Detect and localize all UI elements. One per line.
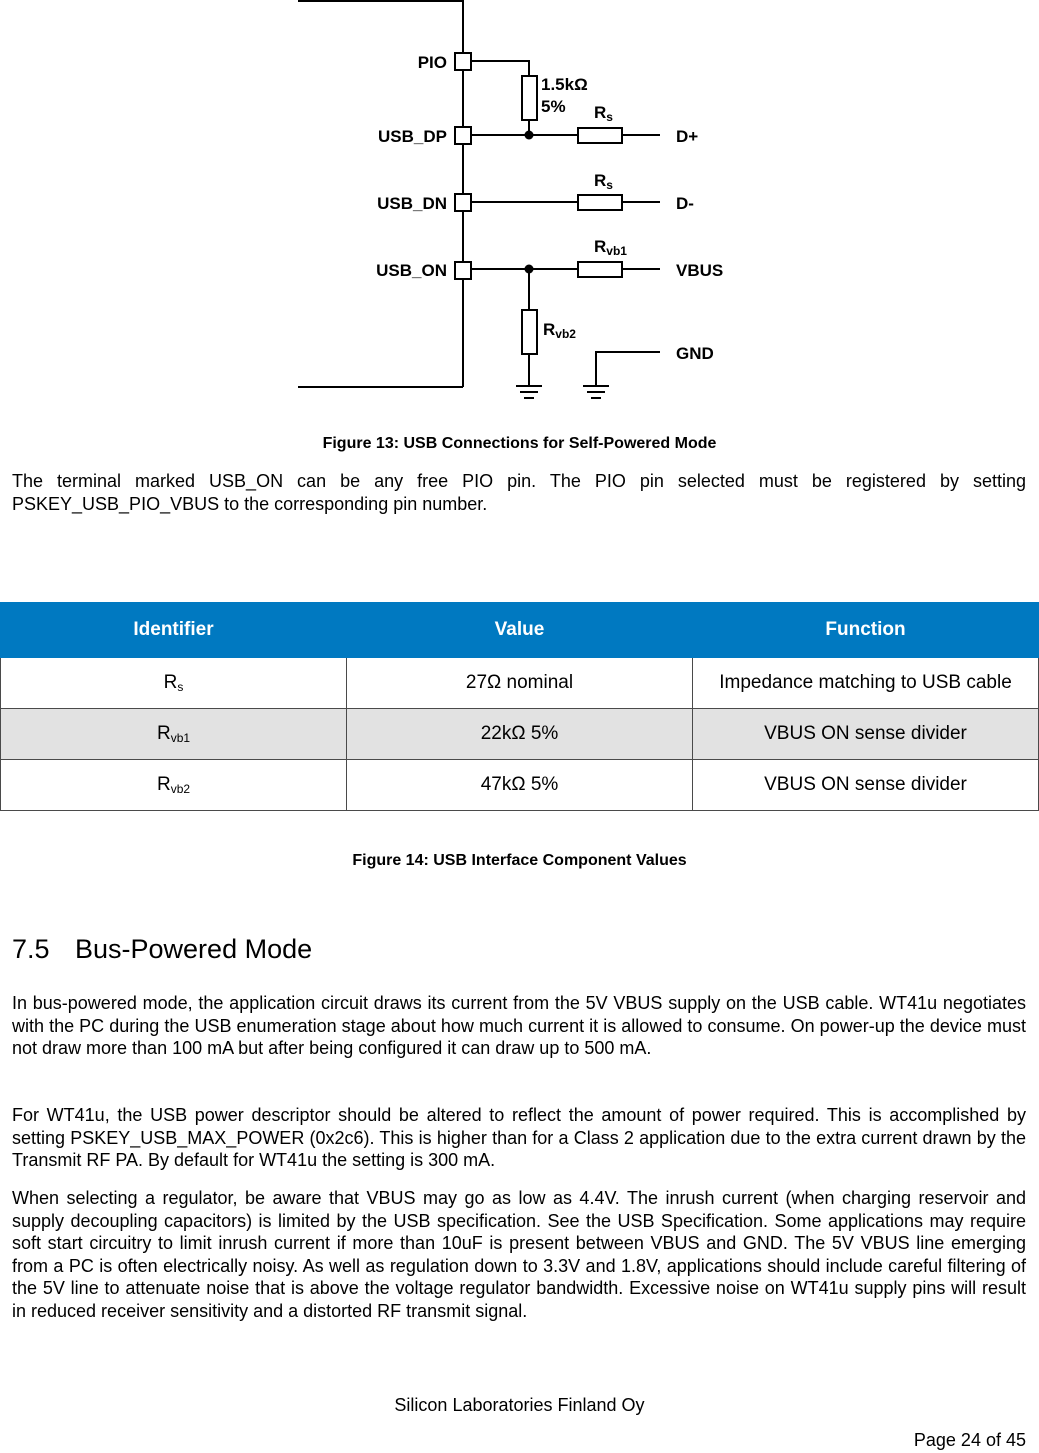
output-label-dplus: D+ [676, 127, 699, 146]
section-number: 7.5 [12, 934, 50, 964]
rvb1-resistor [578, 262, 622, 277]
pullup-resistor [522, 76, 537, 120]
pullup-value-label: 1.5kΩ [541, 75, 588, 94]
pullup-tolerance-label: 5% [541, 97, 566, 116]
rvb1-label: Rvb1 [594, 237, 627, 258]
table-header-identifier: Identifier [1, 603, 347, 658]
pin-label-pio: PIO [417, 53, 447, 72]
pin-label-usb-dn: USB_DN [377, 194, 447, 213]
output-label-vbus: VBUS [676, 261, 724, 280]
table-header-function: Function [693, 603, 1039, 658]
figure-13-caption: Figure 13: USB Connections for Self-Powered Mode [322, 435, 717, 452]
rs-resistor-dn [578, 195, 622, 210]
pin-box-usb-dp [455, 127, 471, 144]
pin-box-usb-dn [455, 194, 471, 211]
footer-company: Silicon Laboratories Finland Oy [394, 1395, 645, 1415]
value-cell: 27Ω nominal [347, 658, 693, 709]
output-label-dminus: D- [676, 194, 694, 213]
rvb2-label: Rvb2 [543, 320, 576, 341]
pin-label-usb-on: USB_ON [376, 261, 447, 280]
junction-dot-dp [525, 131, 534, 140]
table-header-row [1, 603, 1039, 658]
usb-self-powered-schematic [0, 0, 1039, 410]
value-cell: 47kΩ 5% [347, 760, 693, 811]
rvb2-resistor [522, 310, 537, 354]
ground-symbol-right [583, 386, 609, 398]
rs-label-dp: Rs [594, 103, 613, 124]
gnd-wire [596, 352, 660, 385]
function-cell: Impedance matching to USB cable [693, 658, 1039, 709]
ground-symbol-left [516, 386, 542, 398]
table-row [1, 658, 1039, 709]
rs-label-dn: Rs [594, 171, 613, 192]
pio-wire [471, 61, 529, 76]
identifier-cell: $R_{vb1}$ [1, 709, 347, 760]
table-row [1, 760, 1039, 811]
rs-resistor-dp [578, 128, 622, 143]
section-heading [12, 934, 312, 965]
paragraph-bus-powered: In bus-powered mode, the application circuit draws its current from the 5V VBUS supply on the USB cable. WT41u negotiates with the PC during the USB enumeration stage about how much current it is allowed to consume. On power-up the device must not draw more than 100 mA but after being configured it can draw up to 500 mA. [12, 993, 1026, 1058]
function-cell: VBUS ON sense divider [693, 709, 1039, 760]
pin-label-usb-dp: USB_DP [378, 127, 447, 146]
paragraph-power-descriptor: For WT41u, the USB power descriptor should be altered to reflect the amount of power required. This is accomplished by setting PSKEY_USB_MAX_POWER (0x2c6). This is higher than for a Class 2 application due to the extra current drawn by the Transmit RF PA. By default for WT41u the setting is 300 mA. [12, 1105, 1026, 1170]
figure-14-caption: Figure 14: USB Interface Component Values [352, 852, 687, 869]
component-values-table [0, 602, 1039, 811]
paragraph-regulator: When selecting a regulator, be aware that VBUS may go as low as 4.4V. The inrush current (when charging reservoir and supply decoupling capacitors) is limited by the USB specification. See the USB Specification. Some applications may require soft start circuitry to limit inrush current if more than 10uF is present between VBUS and GND. The 5V VBUS line emerging from a PC is often electrically noisy. As well as regulation down to 3.3V and 1.8V, applications should include careful filtering of the 5V line to attenuate noise that is above the voltage regulator bandwidth. Excessive noise on WT41u supply pins will result in reduced receiver sensitivity and a distorted RF transmit signal. [12, 1188, 1026, 1321]
section-title: Bus-Powered Mode [75, 934, 313, 964]
intro-paragraph: The terminal marked USB_ON can be any free PIO pin. The PIO pin selected must be registered by setting PSKEY_USB_PIO_VBUS to the corresponding pin number. [12, 471, 1026, 514]
junction-dot-on [525, 265, 534, 274]
identifier-cell: $R_{vb2}$ [1, 760, 347, 811]
output-label-gnd: GND [676, 344, 714, 363]
value-cell: 22kΩ 5% [347, 709, 693, 760]
pin-box-usb-on [455, 262, 471, 279]
identifier-cell: $R_s$ [1, 658, 347, 709]
function-cell: VBUS ON sense divider [693, 760, 1039, 811]
table-row [1, 709, 1039, 760]
table-header-value: Value [347, 603, 693, 658]
pin-box-pio [455, 53, 471, 70]
page-number: Page 24 of 45 [913, 1430, 1026, 1450]
